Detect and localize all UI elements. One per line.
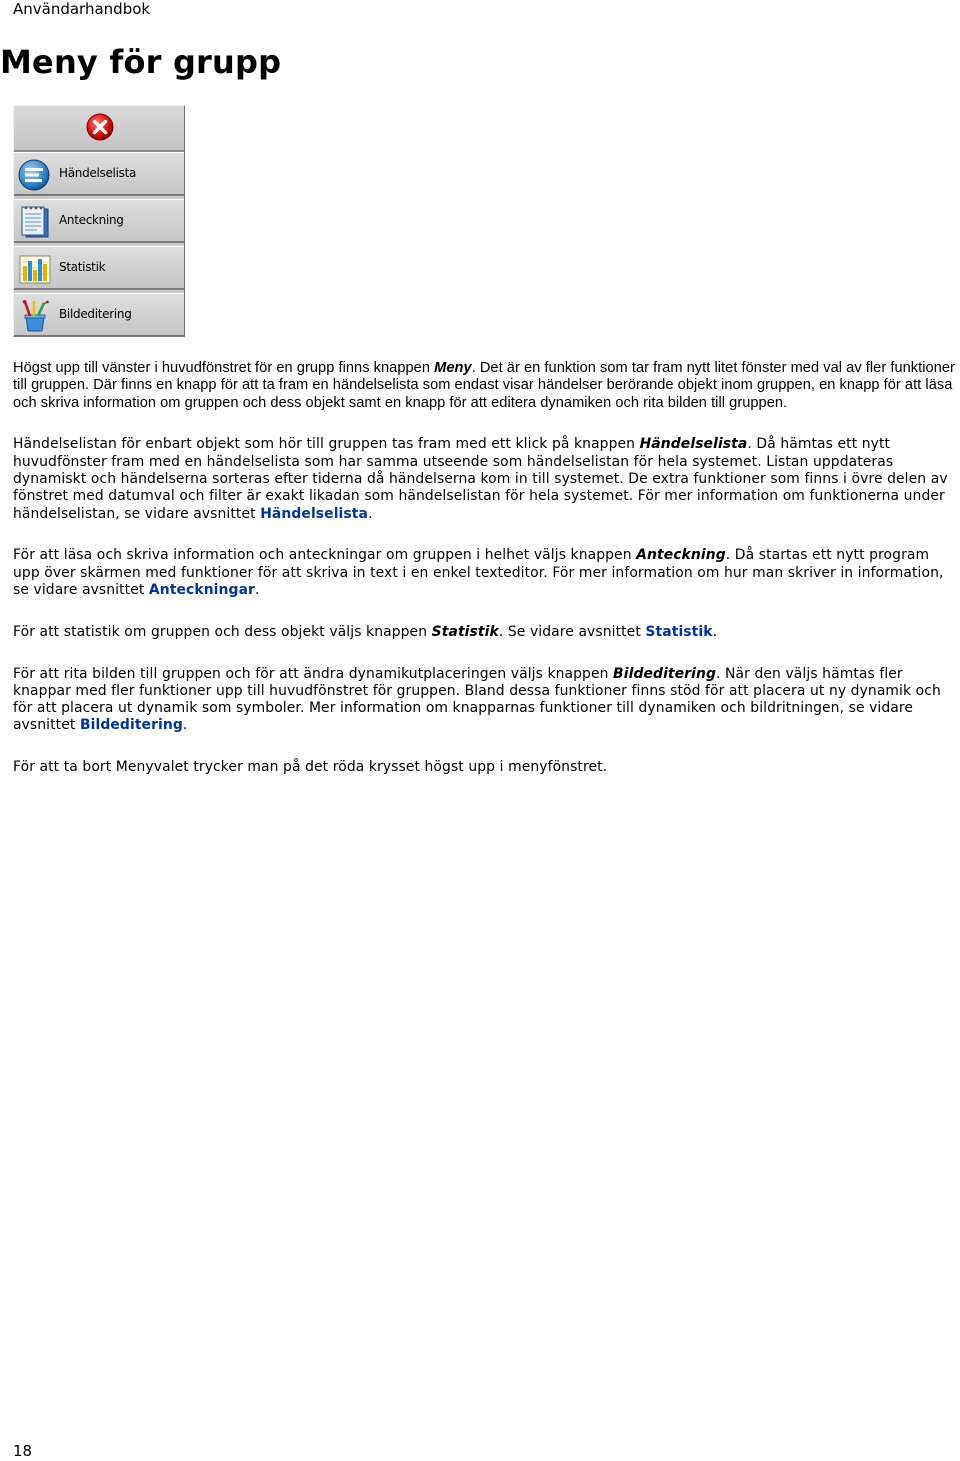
- running-header: Användarhandbok: [13, 0, 151, 18]
- statistics-label: Statistik: [59, 260, 106, 274]
- statistics-link[interactable]: Statistik: [645, 623, 713, 640]
- paragraph-statistics: För att statistik om gruppen och dess objekt väljs knappen Statistik. Se vidare avsnittet Statistik.: [13, 623, 718, 640]
- page-number: 18: [13, 1442, 33, 1460]
- paragraph-event-list: Händelselistan för enbart objekt som hör till gruppen tas fram med ett klick på knappen Händelselista. Då hämtas ett nytt huvudfönster fram med en händelselista som har samma utseende som händelselistan för hela systemet. Listan uppdateras dynamiskt och händelserna sorteras efter tiderna då händelserna kom in till systemet. De extra funktioner som finns i övre delen av fönstret med datumval och filter är exakt likadan som händelselistan för hela systemet. För mer information om funktionerna under händelselistan, se vidare avsnittet Händelselista.: [13, 436, 948, 522]
- image-editing-button[interactable]: [14, 293, 184, 337]
- close-icon[interactable]: [86, 113, 114, 141]
- paragraph-image-editing: För att rita bilden till gruppen och för att ändra dynamikutplaceringen väljs knappen Bildeditering. När den väljs hämtas fler knappar med fler funktioner upp till huvudfönstret för gruppen. Bland dessa funktioner finns stöd för att placera ut ny dynamik och för att placera ut dynamik som symboler. Mer information om knapparnas funktioner till dynamiken och bildritningen, se vidare avsnittet Bildeditering.: [13, 665, 941, 734]
- note-label: Anteckning: [59, 213, 124, 227]
- event-list-button[interactable]: [14, 152, 184, 196]
- statistics-button[interactable]: [14, 246, 184, 290]
- bar-chart-icon: [17, 252, 53, 286]
- body-text: [13, 360, 960, 801]
- menu-close-row: [14, 106, 184, 152]
- paragraph-close-menu: För att ta bort Menyvalet trycker man på det röda krysset högst upp i menyfönstret.: [13, 759, 608, 776]
- image-editing-label: Bildeditering: [59, 307, 132, 321]
- statistics-term: Statistik: [431, 623, 499, 640]
- image-editing-link[interactable]: Bildeditering: [79, 717, 183, 734]
- paint-tools-icon: [17, 299, 53, 333]
- paragraph-intro: Högst upp till vänster i huvudfönstret för en grupp finns knappen Meny. Det är en funktion som tar fram nytt litet fönster med val av fler funktioner till gruppen. Där finns en knapp för att ta fram en händelselista som endast visar händelser berörande objekt inom gruppen, en knapp för att läsa och skriva information om gruppen och dess objekt samt en knapp för att editera dynamiken och rita bilden till gruppen.: [13, 360, 955, 411]
- notepad-icon: [17, 205, 53, 239]
- event-list-icon: [17, 158, 53, 192]
- paragraph-note: För att läsa och skriva information och anteckningar om gruppen i helhet väljs knappen Anteckning. Då startas ett nytt program upp över skärmen med funktioner för att skriva in text i en enkel texteditor. För mer information om hur man skriver in information, se vidare avsnittet Anteckningar.: [13, 547, 944, 598]
- event-list-label: Händelselista: [59, 166, 137, 180]
- image-editing-term: Bildeditering: [613, 665, 717, 682]
- event-list-link[interactable]: Händelselista: [260, 505, 368, 522]
- note-term: Anteckning: [636, 547, 726, 564]
- notes-link[interactable]: Anteckningar: [148, 581, 256, 598]
- page-title: Meny för grupp: [0, 43, 282, 81]
- group-menu-panel: [13, 105, 185, 337]
- note-button[interactable]: [14, 199, 184, 243]
- menu-term: Meny: [434, 360, 472, 376]
- event-list-term: Händelselista: [639, 436, 748, 453]
